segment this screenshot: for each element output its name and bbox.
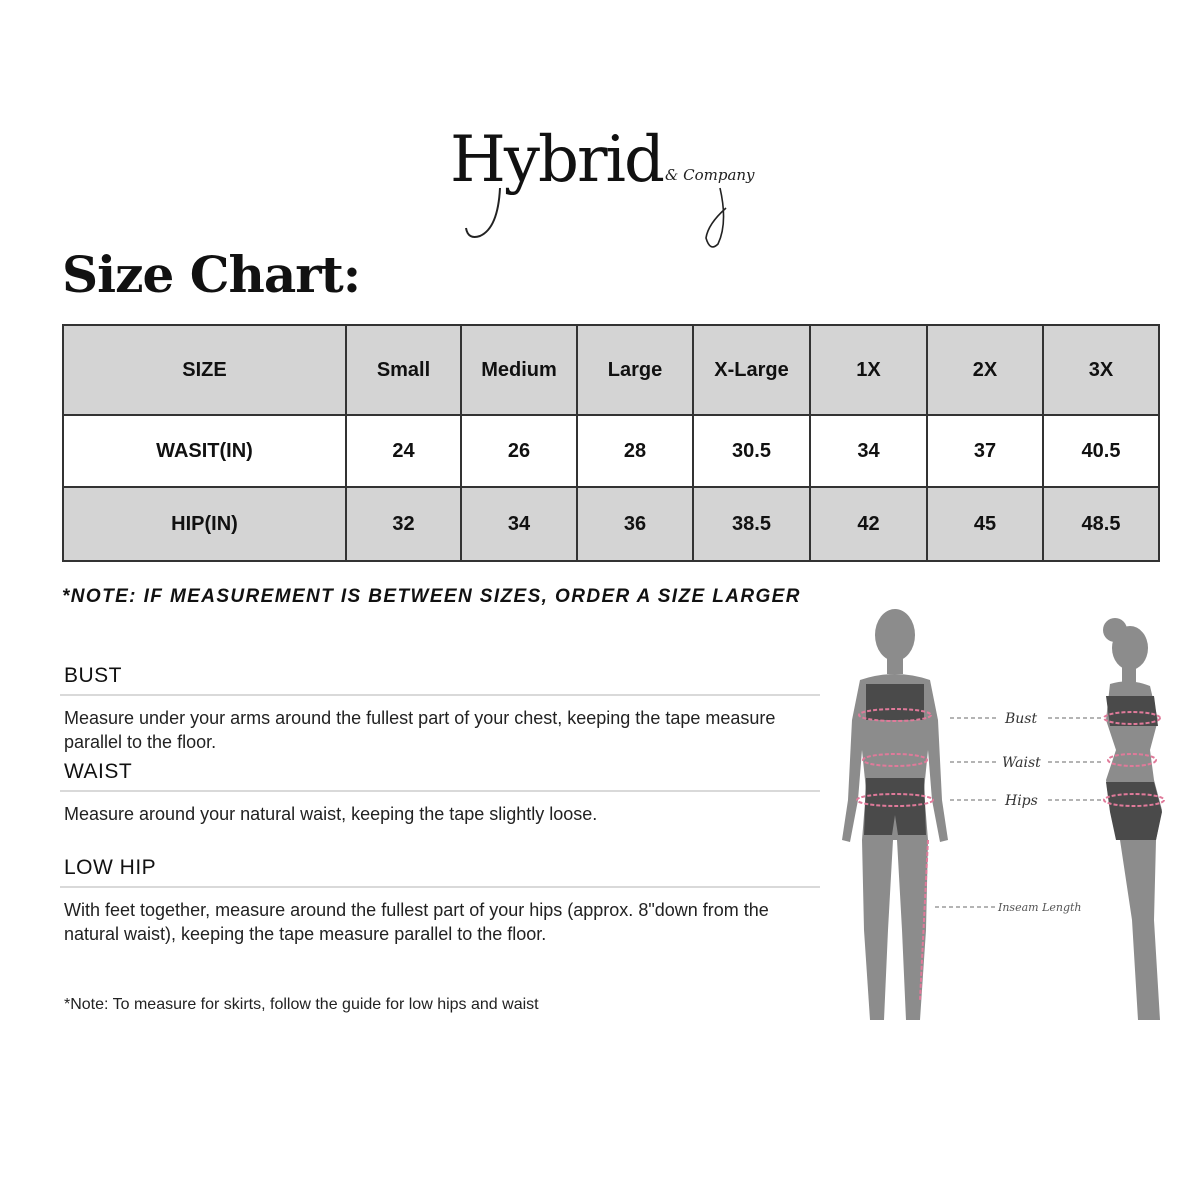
brand-logo <box>440 123 780 248</box>
side-figure <box>1103 618 1164 1020</box>
bust-label: Bust <box>1005 711 1038 727</box>
table-cell: 26 <box>461 415 577 487</box>
table-cell: 32 <box>346 487 461 561</box>
table-cell: 48.5 <box>1043 487 1159 561</box>
table-cell: 34 <box>461 487 577 561</box>
bust-instructions: Measure under your arms around the fullest part of your chest, keeping the tape measure parallel to the floor. <box>64 708 776 752</box>
waist-heading: WAIST <box>64 760 133 783</box>
header-cell: Small <box>346 325 461 415</box>
hips-label: Hips <box>1005 793 1038 809</box>
table-cell: 42 <box>810 487 927 561</box>
header-cell: Medium <box>461 325 577 415</box>
table-cell: 36 <box>577 487 693 561</box>
table-cell: 40.5 <box>1043 415 1159 487</box>
size-table <box>62 324 1160 562</box>
table-header-row <box>63 325 1159 415</box>
header-cell: 1X <box>810 325 927 415</box>
table-cell: 30.5 <box>693 415 810 487</box>
low-hip-heading: LOW HIP <box>64 856 157 879</box>
table-row-waist <box>63 415 1159 487</box>
waist-label: Waist <box>1002 755 1041 771</box>
table-cell: 28 <box>577 415 693 487</box>
logo-company: & Company <box>665 166 755 184</box>
skirt-note: *Note: To measure for skirts, follow the guide for low hips and waist <box>64 996 539 1013</box>
low-hip-divider <box>60 886 820 888</box>
table-cell: 24 <box>346 415 461 487</box>
logo-wordmark: Hybrid <box>450 123 663 197</box>
measurement-figures <box>820 600 1200 1040</box>
header-cell: X-Large <box>693 325 810 415</box>
header-cell: 3X <box>1043 325 1159 415</box>
inseam-label: Inseam Length <box>998 901 1082 914</box>
sizing-note: *NOTE: IF MEASUREMENT IS BETWEEN SIZES, ORDER A SIZE LARGER <box>62 586 801 607</box>
row-label: WASIT(IN) <box>63 415 346 487</box>
table-cell: 37 <box>927 415 1043 487</box>
front-figure <box>842 609 948 1020</box>
bust-divider <box>60 694 820 696</box>
header-cell: Large <box>577 325 693 415</box>
bust-heading: BUST <box>64 664 123 687</box>
header-cell: 2X <box>927 325 1043 415</box>
table-row-hip <box>63 487 1159 561</box>
table-cell: 38.5 <box>693 487 810 561</box>
waist-divider <box>60 790 820 792</box>
table-cell: 45 <box>927 487 1043 561</box>
low-hip-instructions: With feet together, measure around the fullest part of your hips (approx. 8"down from the natural waist), keeping the tape measure parallel to the floor. <box>64 900 769 944</box>
row-label: HIP(IN) <box>63 487 346 561</box>
waist-instructions: Measure around your natural waist, keeping the tape slightly loose. <box>64 804 598 824</box>
table-cell: 34 <box>810 415 927 487</box>
header-cell-size: SIZE <box>63 325 346 415</box>
page-title: Size Chart: <box>62 245 361 304</box>
